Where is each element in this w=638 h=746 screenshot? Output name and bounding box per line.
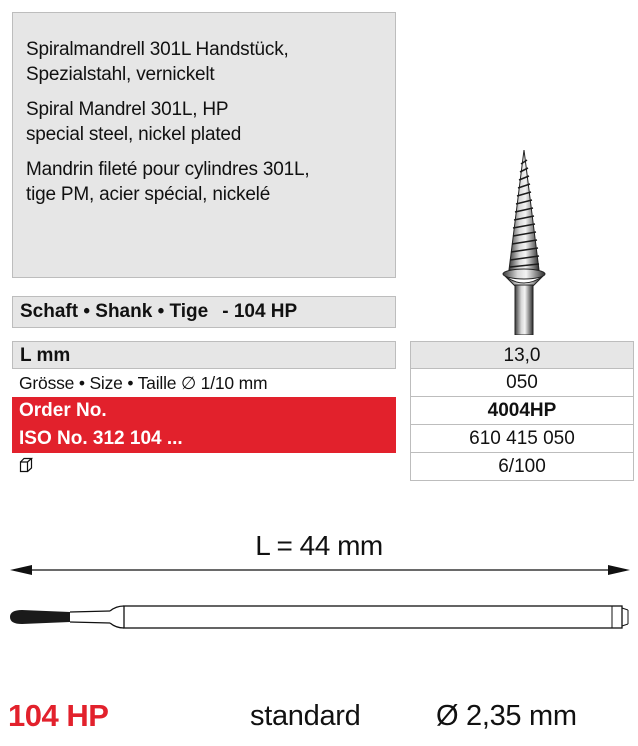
dimension-arrow	[10, 565, 630, 575]
table-row	[12, 397, 634, 425]
shank-label: Schaft • Shank • Tige	[20, 301, 209, 322]
order-no-label: Order No.	[12, 397, 396, 425]
table-row	[12, 425, 634, 453]
shank-code: - 104 HP	[222, 301, 298, 322]
spiral-mandrel-illustration	[496, 150, 552, 335]
description-line: Spiral Mandrel 301L, HP	[26, 99, 229, 120]
size-label: Grösse • Size • Taille ∅ 1/10 mm	[19, 373, 268, 393]
package-icon	[19, 457, 35, 473]
description-line: Spiralmandrell 301L Handstück,	[26, 39, 289, 60]
shank-header	[12, 296, 396, 328]
description-line: tige PM, acier spécial, nickelé	[26, 184, 271, 205]
description-fr	[26, 157, 395, 207]
spec-table	[12, 341, 634, 481]
l-mm-value: 13,0	[410, 341, 634, 369]
size-value: 050	[410, 369, 634, 397]
product-diameter: Ø 2,35 mm	[436, 700, 577, 732]
pack-value: 6/100	[410, 453, 634, 481]
description-en	[26, 97, 395, 147]
dimension-drawing	[0, 540, 638, 650]
table-row	[12, 369, 634, 397]
description-panel	[12, 12, 396, 278]
product-type: standard	[250, 700, 361, 732]
description-line: Spezialstahl, vernickelt	[26, 64, 215, 85]
description-line: special steel, nickel plated	[26, 124, 242, 145]
product-code: 104 HP	[8, 698, 109, 733]
table-row	[12, 453, 634, 481]
description-de	[26, 37, 395, 87]
mandrel-side-drawing	[10, 606, 628, 628]
table-row	[12, 341, 634, 369]
description-line: Mandrin fileté pour cylindres 301L,	[26, 159, 310, 180]
order-no-value: 4004HP	[410, 397, 634, 425]
iso-no-label: ISO No. 312 104 ...	[12, 425, 396, 453]
pack-label	[12, 453, 396, 481]
l-mm-label: L mm	[12, 341, 396, 369]
length-label: L = 44 mm	[255, 530, 383, 561]
iso-no-value: 610 415 050	[410, 425, 634, 453]
